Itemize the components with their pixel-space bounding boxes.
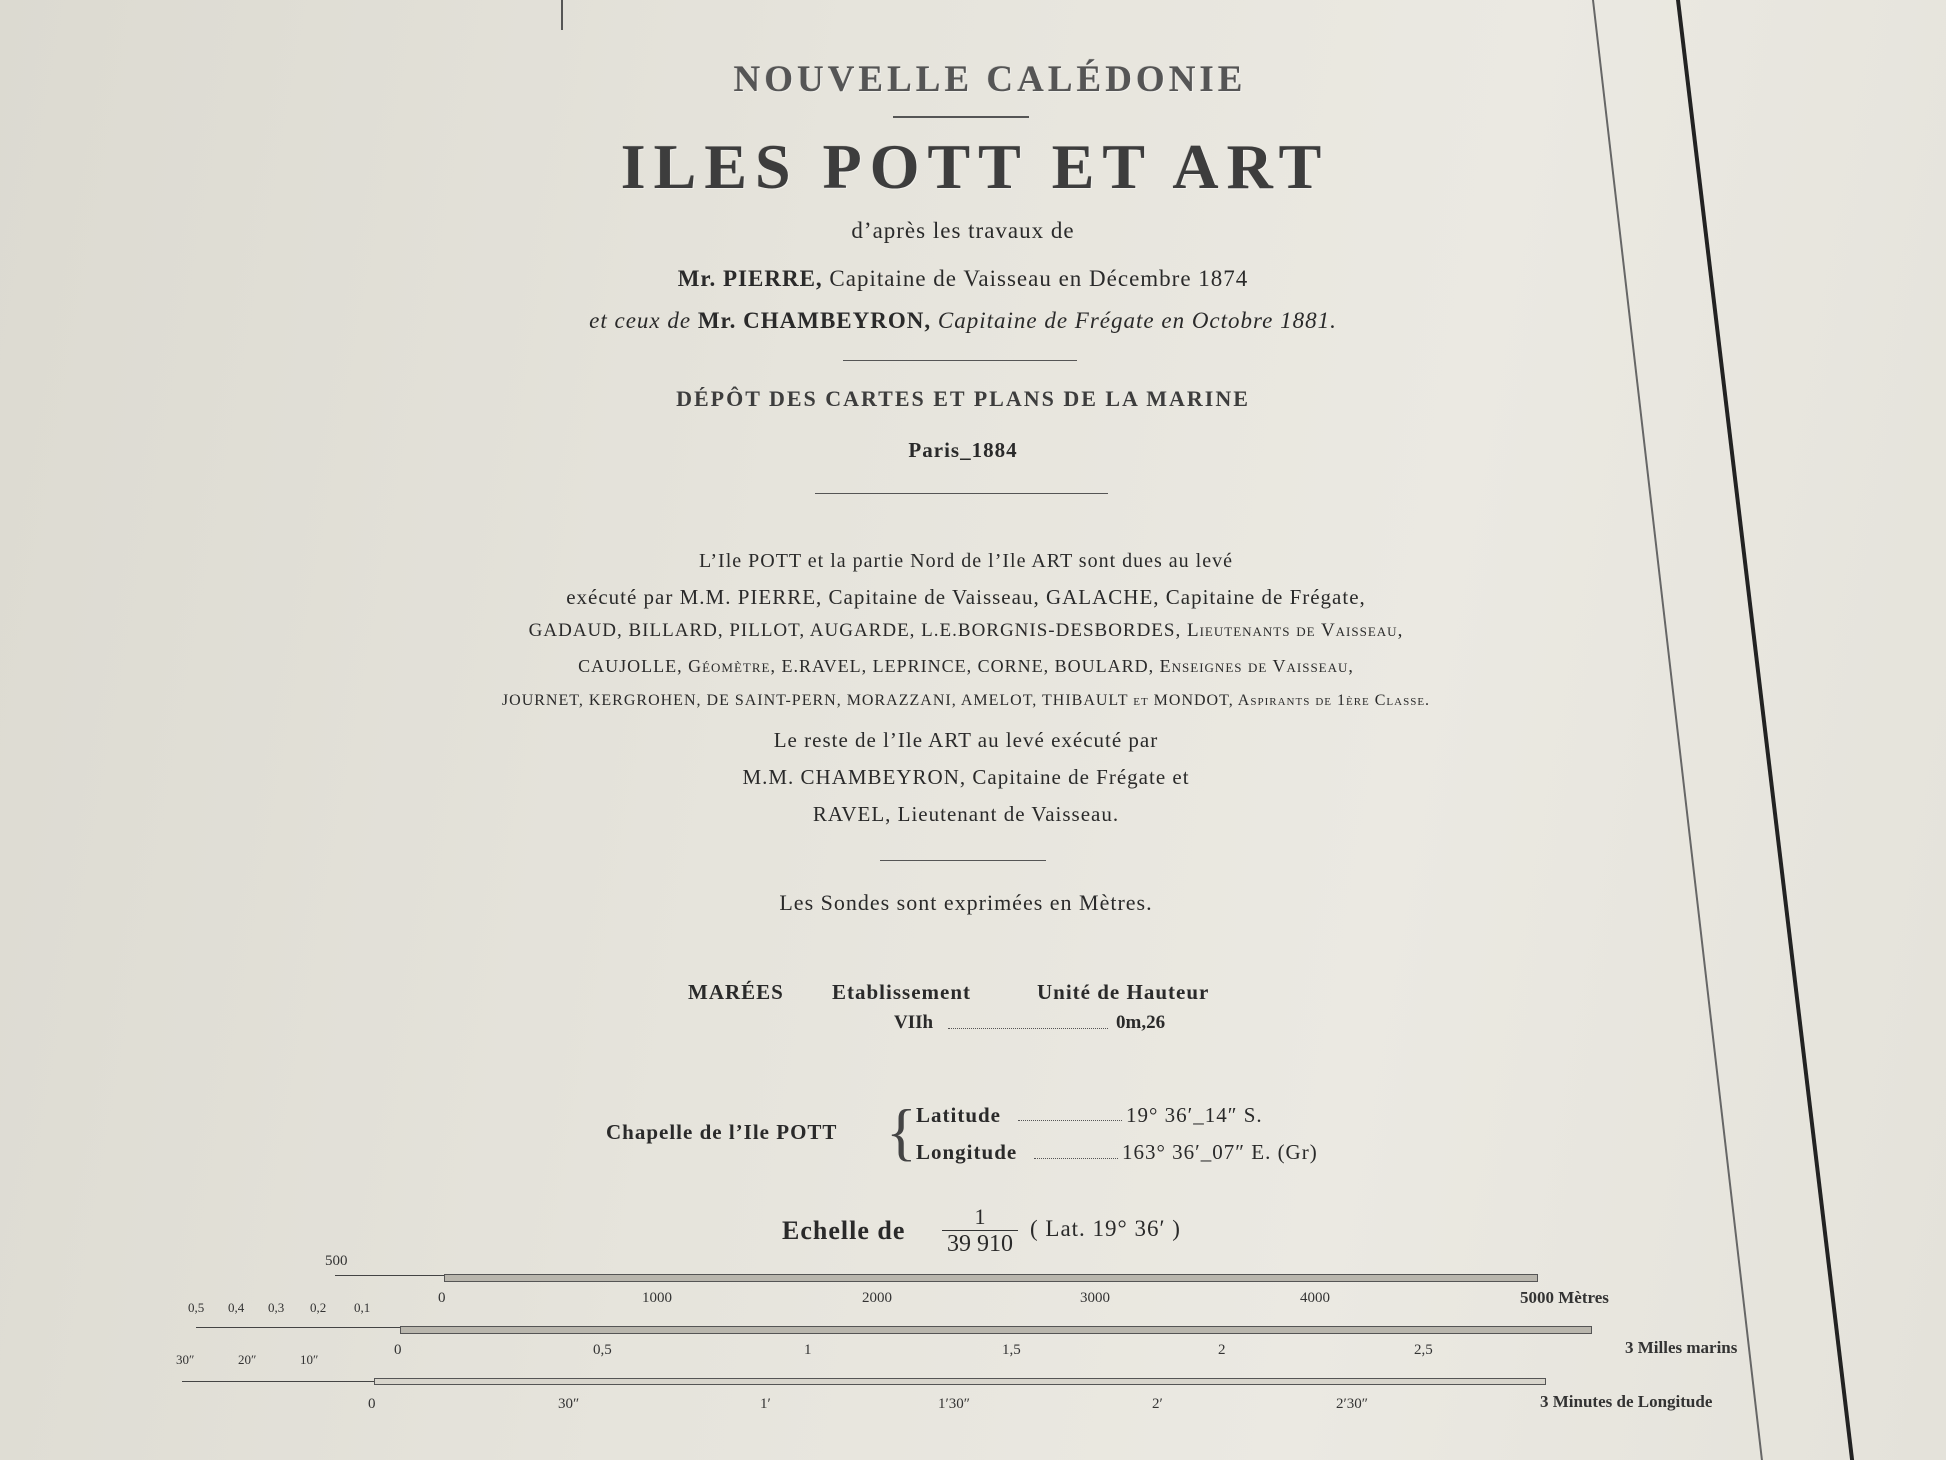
miles-bar [400, 1326, 1592, 1334]
scale-fraction [942, 1204, 1018, 1258]
miles-sub-label-2: 0,3 [268, 1300, 285, 1315]
position-place: Chapelle de l’Ile POTT [606, 1120, 838, 1144]
metres-label-4000: 4000 [1300, 1290, 1330, 1306]
minutes-label-2m30s: 2′30″ [1336, 1396, 1369, 1412]
minutes-sub-label-2: 10″ [300, 1352, 319, 1367]
author1-rest: Capitaine de Vaisseau en Décembre 1874 [829, 266, 1249, 291]
after-works-text [0, 218, 1926, 244]
minutes-label-1m: 1′ [760, 1396, 771, 1412]
survey-line-2: exécuté par M.M. PIERRE, Capitaine de Vaisseau, GALACHE, Capitaine de Frégate, [566, 585, 1366, 609]
miles-label-2: 2 [1218, 1342, 1226, 1358]
divider-under-supertitle [893, 116, 1029, 118]
longitude-value: 163° 36′_07″ E. (Gr) [1122, 1140, 1318, 1164]
author2-name: Mr. CHAMBEYRON, [697, 308, 932, 333]
divider-ornament-1 [843, 360, 1077, 361]
metres-sub-label: 500 [325, 1253, 348, 1269]
tides-val2: 0m,26 [1116, 1012, 1166, 1033]
latitude-value: 19° 36′_14″ S. [1126, 1103, 1263, 1127]
metres-label-1000: 1000 [642, 1290, 672, 1306]
minutes-label-30s: 30″ [558, 1396, 580, 1412]
scale-label: Echelle de [782, 1216, 906, 1245]
miles-label-1-5: 1,5 [1002, 1342, 1021, 1358]
miles-sub-label-0: 0,5 [188, 1300, 205, 1315]
metres-label-5000: 5000 Mètres [1520, 1288, 1609, 1307]
metres-label-3000: 3000 [1080, 1290, 1110, 1306]
minutes-sub-baseline [182, 1381, 374, 1382]
scale-denominator: 39 910 [947, 1231, 1013, 1257]
latitude-label: Latitude [916, 1103, 1002, 1127]
author1-name: Mr. PIERRE, [677, 266, 823, 291]
minutes-label-2m: 2′ [1152, 1396, 1163, 1412]
longitude-label: Longitude [916, 1140, 1018, 1164]
position-brace: { [886, 1096, 917, 1167]
metres-bar [444, 1274, 1538, 1282]
after-works-label: d’après les travaux de [851, 218, 1075, 243]
minutes-bar [374, 1378, 1546, 1385]
author1-line [0, 266, 1926, 292]
author2-line [0, 308, 1926, 334]
minutes-label-0: 0 [368, 1396, 376, 1412]
divider-ornament-3 [880, 860, 1046, 861]
miles-label-2-5: 2,5 [1414, 1342, 1433, 1358]
miles-label-1: 1 [804, 1342, 812, 1358]
metres-label-0: 0 [438, 1290, 446, 1306]
miles-sub-baseline [196, 1327, 400, 1328]
survey-line-7: M.M. CHAMBEYRON, Capitaine de Frégate et [742, 765, 1190, 789]
miles-label-0: 0 [394, 1342, 402, 1358]
latitude-leader [1018, 1120, 1122, 1121]
metres-sub-baseline [335, 1275, 444, 1276]
scale-lat-note: ( Lat. 19° 36′ ) [1030, 1216, 1181, 1241]
tides-col1-header: Etablissement [832, 980, 971, 1004]
publisher: DÉPÔT DES CARTES ET PLANS DE LA MARINE [676, 386, 1250, 411]
tides-label: MARÉES [688, 980, 784, 1004]
survey-line-1: L’Ile POTT et la partie Nord de l’Ile ART sont dues au levé [699, 550, 1233, 572]
minutes-sub-label-0: 30″ [176, 1352, 195, 1367]
miles-label-3: 3 Milles marins [1625, 1338, 1738, 1357]
miles-sub-label-3: 0,2 [310, 1300, 327, 1315]
page-title: ILES POTT ET ART [620, 131, 1330, 202]
divider-ornament-2 [815, 493, 1108, 494]
metres-label-2000: 2000 [862, 1290, 892, 1306]
miles-sub-label-4: 0,1 [354, 1300, 371, 1315]
miles-label-0-5: 0,5 [593, 1342, 612, 1358]
survey-line-5: JOURNET, KERGROHEN, DE SAINT-PERN, MORAZZANI, AMELOT, THIBAULT et MONDOT, Aspirants de 1ère Classe. [501, 692, 1431, 709]
author2-prefix: et ceux de [589, 308, 692, 333]
minutes-sub-label-1: 20″ [238, 1352, 257, 1367]
scale-numerator: 1 [942, 1204, 1018, 1231]
author2-rest: Capitaine de Frégate en Octobre 1881. [937, 308, 1337, 333]
minutes-label-1m30s: 1′30″ [938, 1396, 971, 1412]
tides-val1: VIIh [894, 1012, 934, 1033]
tides-dotted-leader [948, 1028, 1108, 1029]
survey-line-4: CAUJOLLE, Géomètre, E.RAVEL, LEPRINCE, CORNE, BOULARD, Enseignes de Vaisseau, [578, 656, 1354, 676]
survey-line-8: RAVEL, Lieutenant de Vaisseau. [812, 802, 1120, 826]
supertitle: NOUVELLE CALÉDONIE [733, 59, 1247, 100]
longitude-leader [1034, 1158, 1118, 1159]
tides-col2-header: Unité de Hauteur [1037, 980, 1210, 1004]
miles-sub-label-1: 0,4 [228, 1300, 245, 1315]
soundings-note: Les Sondes sont exprimées en Mètres. [779, 890, 1153, 915]
minutes-label-3m: 3 Minutes de Longitude [1540, 1392, 1713, 1411]
survey-line-3: GADAUD, BILLARD, PILLOT, AUGARDE, L.E.BORGNIS-DESBORDES, Lieutenants de Vaisseau, [528, 620, 1404, 641]
place-date: Paris_1884 [908, 438, 1018, 462]
left-tick-mark [561, 0, 563, 30]
survey-line-6: Le reste de l’Ile ART au levé exécuté par [773, 728, 1159, 752]
